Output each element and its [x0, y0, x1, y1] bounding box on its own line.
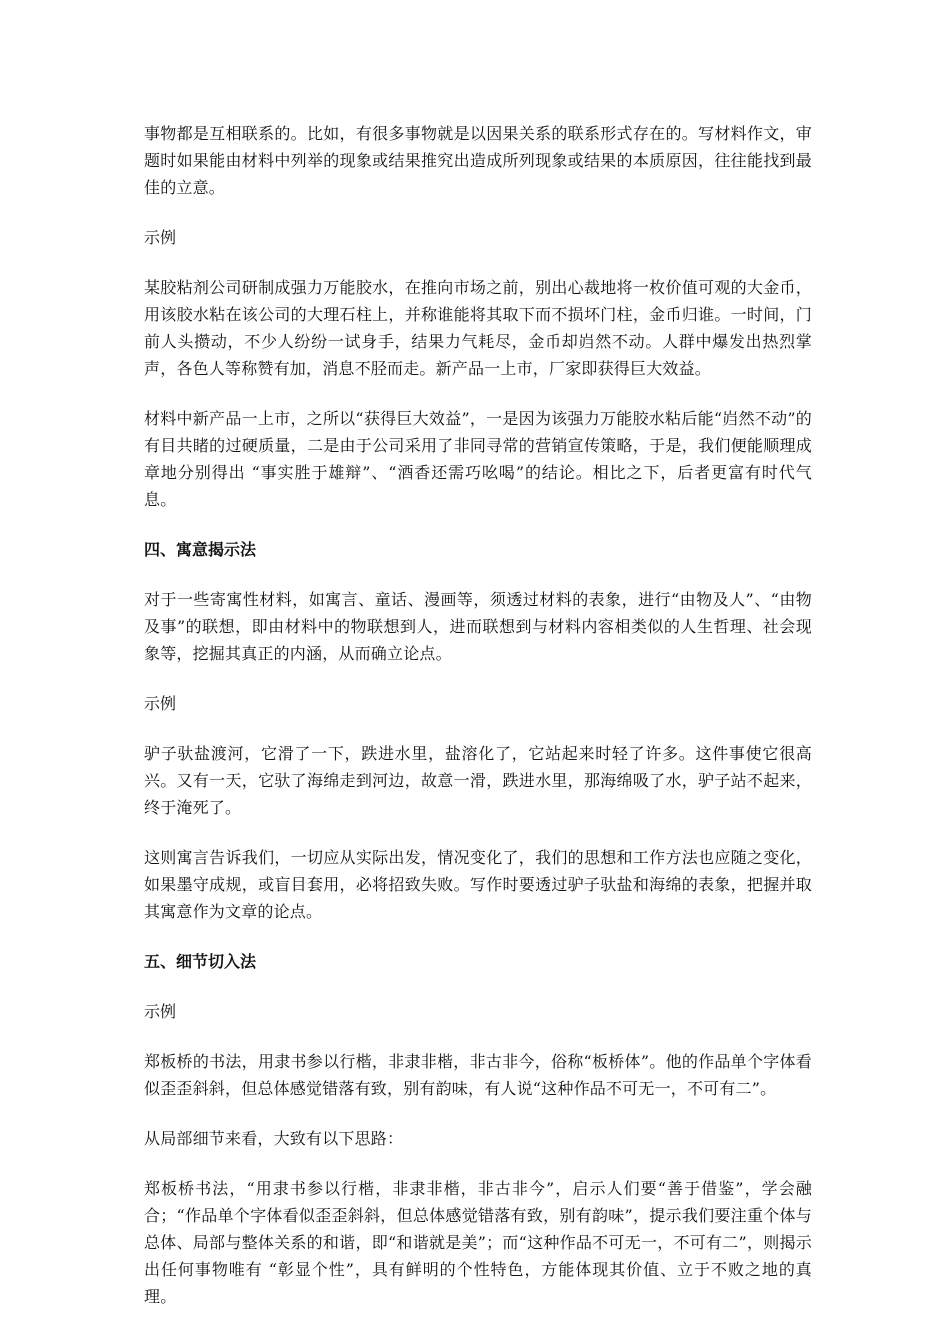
paragraph: 驴子驮盐渡河，它滑了一下，跌进水里，盐溶化了，它站起来时轻了许多。这件事使它很高兴。又有一天，它驮了海绵走到河边，故意一滑，跌进水里，那海绵吸了水，驴子站不起来，终于淹死了。 [144, 744, 812, 817]
paragraph: 这则寓言告诉我们，一切应从实际出发，情况变化了，我们的思想和工作方法也应随之变化，如果墨守成规，或盲目套用，必将招致失败。写作时要透过驴子驮盐和海绵的表象，把握并取其寓意作为文章的论点。 [144, 848, 812, 921]
paragraph: 事物都是互相联系的。比如，有很多事物就是以因果关系的联系形式存在的。写材料作文，审题时如果能由材料中列举的现象或结果推究出造成所列现象或结果的本质原因，往往能找到最佳的立意。 [144, 124, 812, 197]
section-heading: 五、细节切入法 [144, 952, 257, 971]
paragraph: 郑板桥书法，“用隶书参以行楷，非隶非楷，非古非今”，启示人们要“善于借鉴”，学会融合；“作品单个字体看似歪歪斜斜，但总体感觉错落有致，别有韵味”，提示我们要注重个体与总体、局部与整体关系的和谐，即“和谐就是美”；而“这种作品不可无一，不可有二”，则揭示出任何事物唯有 “彰显个性”，具有鲜明的个性特色，方能体现其价值、立于不败之地的真理。 [144, 1179, 812, 1306]
paragraph: 对于一些寄寓性材料，如寓言、童话、漫画等，须透过材料的表象，进行“由物及人”、“由物及事”的联想，即由材料中的物联想到人，进而联想到与材料内容相类似的人生哲理、社会现象等，挖掘其真正的内涵，从而确立论点。 [144, 590, 812, 663]
paragraph: 从局部细节来看，大致有以下思路： [144, 1129, 404, 1148]
paragraph: 材料中新产品一上市，之所以“获得巨大效益”，一是因为该强力万能胶水粘后能“岿然不动”的有目共睹的过硬质量，二是由于公司采用了非同寻常的营销宣传策略，于是，我们便能顺理成章地分别得出 “事实胜于雄辩”、“酒香还需巧吆喝”的结论。相比之下，后者更富有时代气息。 [144, 409, 812, 509]
example-label: 示例 [144, 228, 177, 247]
paragraph: 郑板桥的书法，用隶书参以行楷，非隶非楷，非古非今，俗称“板桥体”。他的作品单个字体看似歪歪斜斜，但总体感觉错落有致，别有韵味，有人说“这种作品不可无一，不可有二”。 [144, 1052, 812, 1098]
example-label: 示例 [144, 694, 177, 713]
example-label: 示例 [144, 1002, 177, 1021]
paragraph: 某胶粘剂公司研制成强力万能胶水，在推向市场之前，别出心裁地将一枚价值可观的大金币，用该胶水粘在该公司的大理石柱上，并称谁能将其取下而不损坏门柱，金币归谁。一时间，门前人头攒动，不少人纷纷一试身手，结果力气耗尽，金币却岿然不动。人群中爆发出热烈掌声，各色人等称赞有加，消息不胫而走。新产品一上市，厂家即获得巨大效益。 [144, 278, 812, 378]
document-body [144, 120, 812, 1333]
section-heading: 四、寓意揭示法 [144, 540, 257, 559]
